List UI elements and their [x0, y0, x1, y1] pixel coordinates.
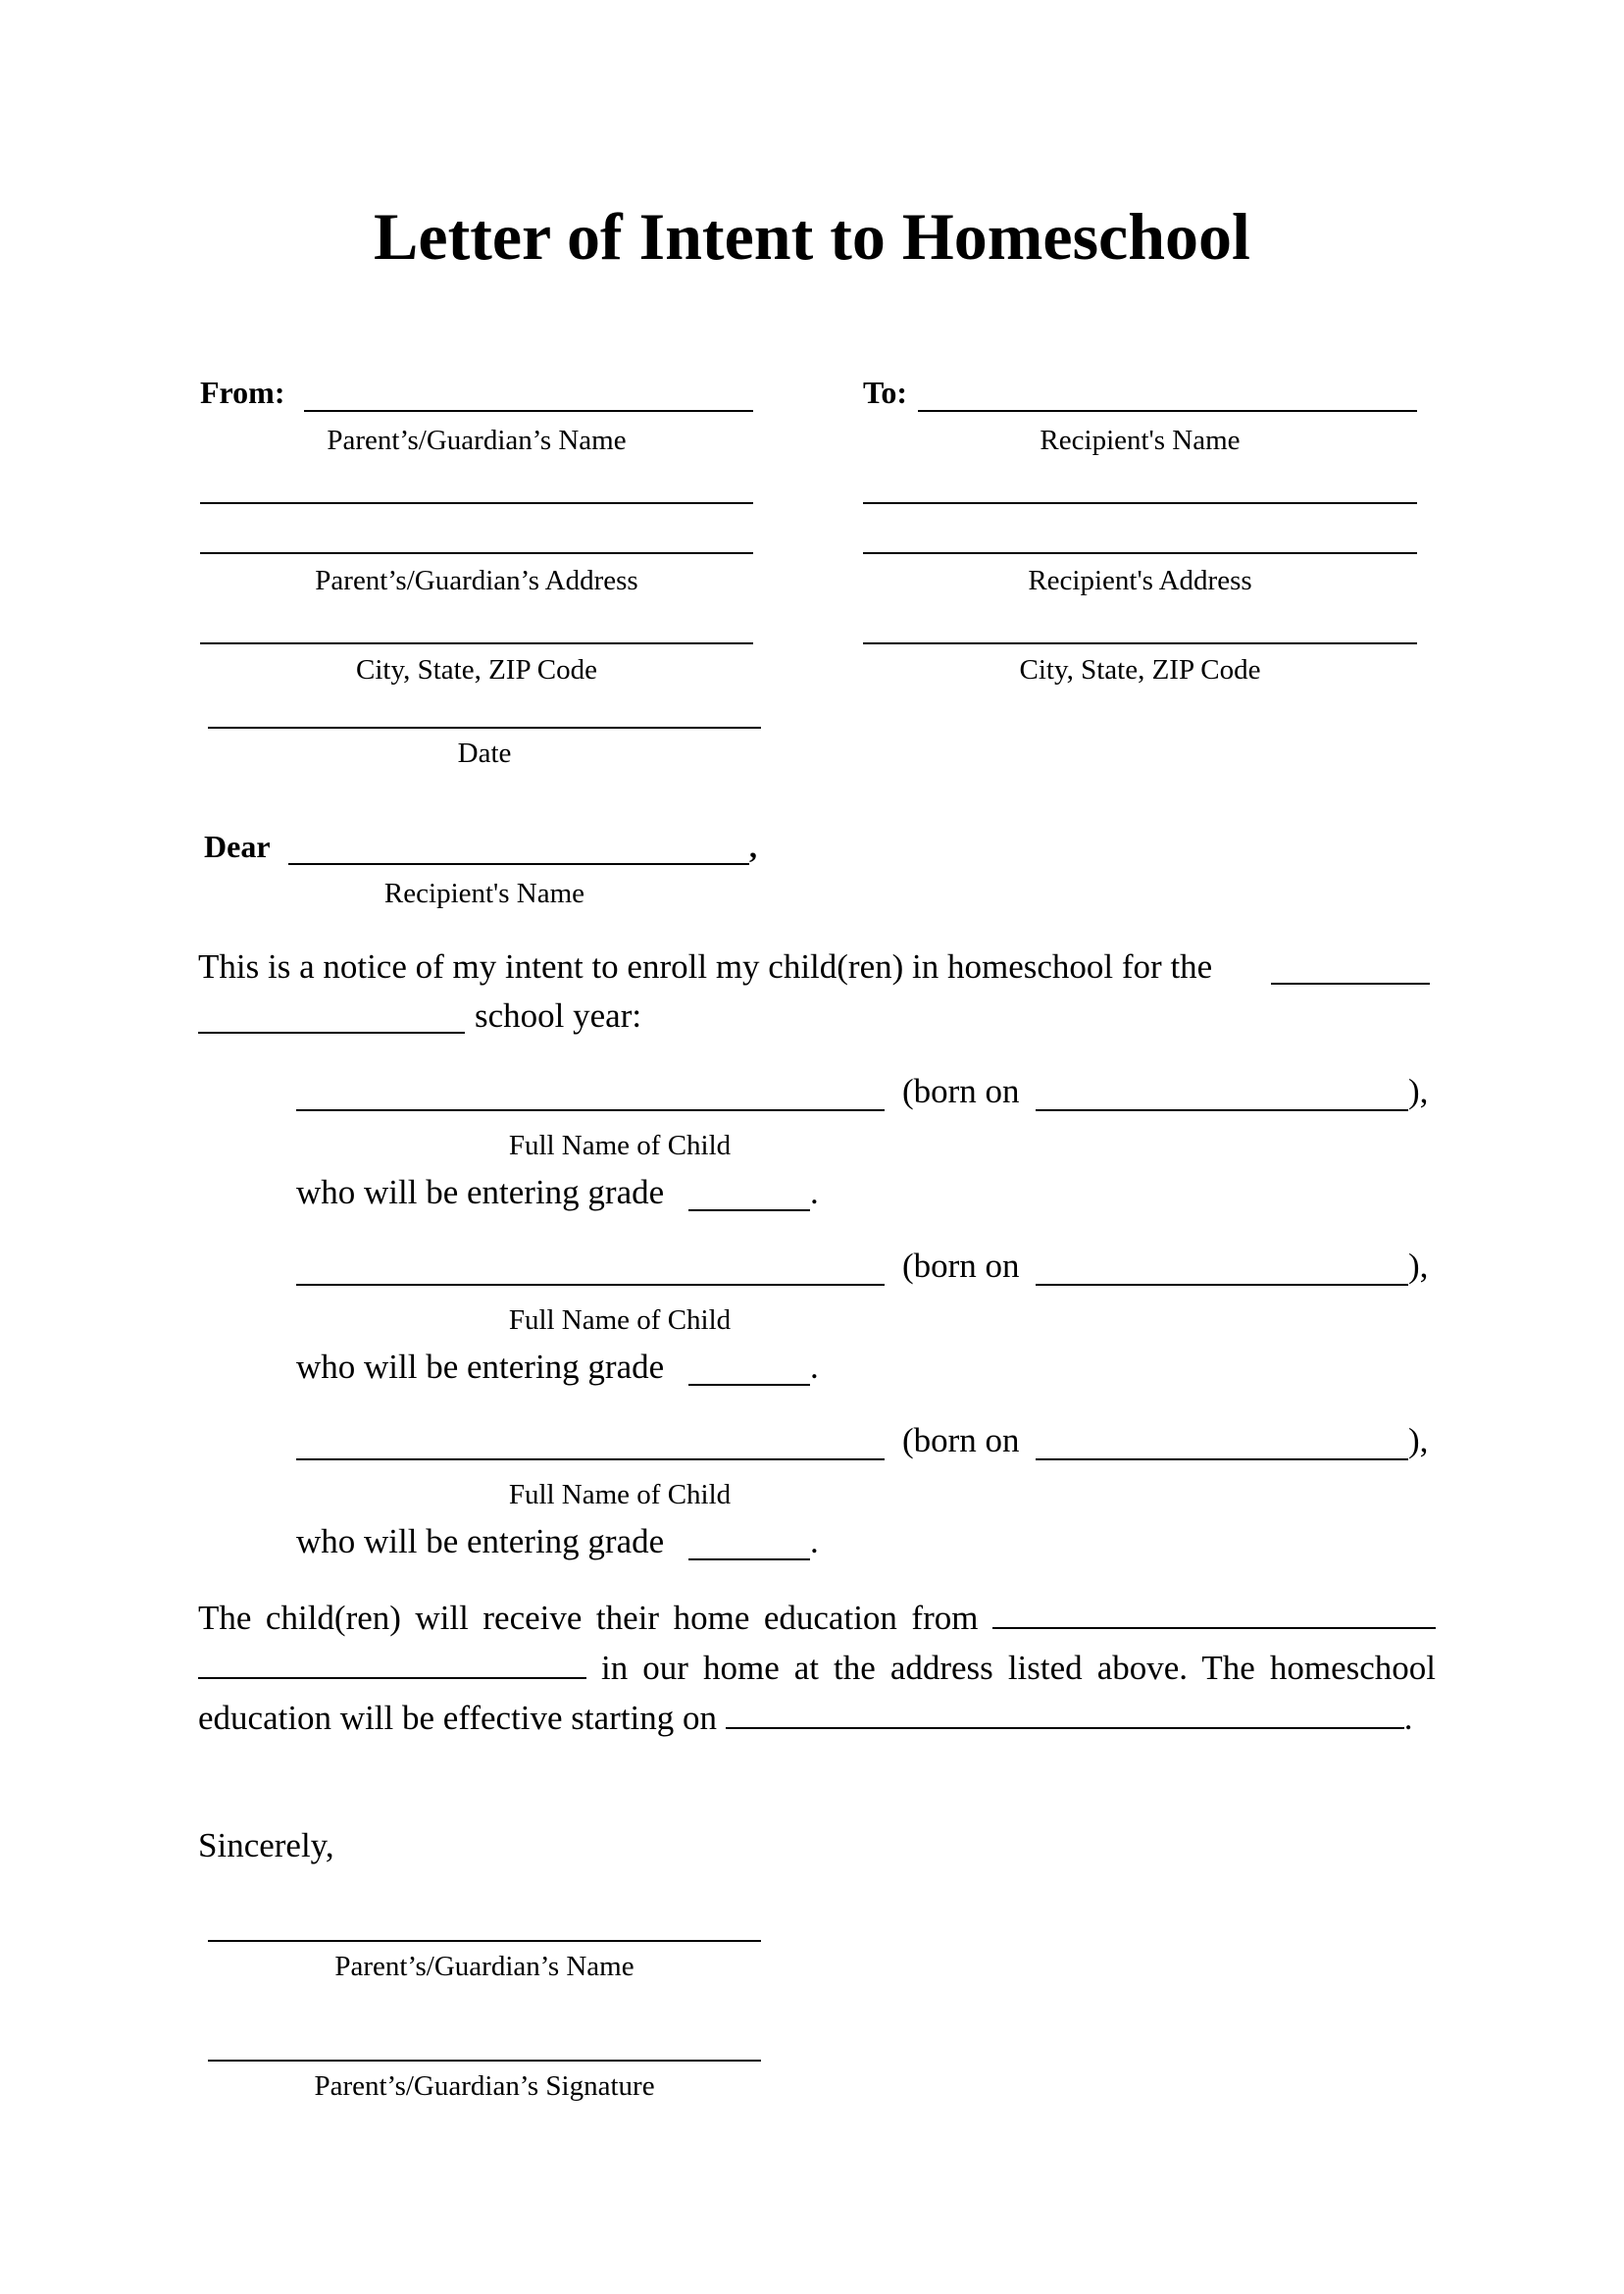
education-text-1: The child(ren) will receive their home education from: [198, 1599, 979, 1637]
child-2-grade-field[interactable]: [688, 1384, 810, 1386]
dear-comma: ,: [749, 829, 757, 864]
child-3-born-label: (born on: [902, 1421, 1020, 1459]
page-title: Letter of Intent to Homeschool: [374, 199, 1250, 274]
notice-suffix: school year:: [475, 996, 642, 1035]
from-label: From:: [200, 375, 285, 410]
start-date-field[interactable]: [726, 1700, 1404, 1729]
from-city-caption: City, State, ZIP Code: [356, 654, 597, 686]
notice-text: This is a notice of my intent to enroll my child(ren) in homeschool for the: [198, 947, 1213, 986]
school-year-field-part1[interactable]: [1271, 983, 1430, 985]
education-paragraph: [198, 1593, 1436, 1743]
education-text-2: in our home at the address listed above. The homeschool education will be effective starting on: [198, 1649, 1436, 1737]
child-3-caption: Full Name of Child: [508, 1479, 732, 1510]
to-city-caption: City, State, ZIP Code: [1019, 654, 1261, 686]
child-3-period: .: [810, 1522, 819, 1560]
to-city-field[interactable]: [863, 642, 1417, 644]
educator-name-field-cont[interactable]: [198, 1650, 586, 1679]
child-2-caption: Full Name of Child: [508, 1304, 732, 1336]
closing-name-field[interactable]: [208, 1940, 761, 1942]
child-3-birthdate-field[interactable]: [1036, 1458, 1408, 1460]
closing-text: Sincerely,: [198, 1826, 334, 1864]
date-caption: Date: [457, 738, 512, 769]
child-2-birthdate-field[interactable]: [1036, 1284, 1408, 1286]
child-2-born-label: (born on: [902, 1247, 1020, 1285]
child-3-grade-text: who will be entering grade: [296, 1522, 665, 1560]
child-1-born-label: (born on: [902, 1072, 1020, 1110]
child-3-close: ),: [1408, 1421, 1429, 1459]
child-2-period: .: [810, 1348, 819, 1386]
child-1-grade-field[interactable]: [688, 1209, 810, 1211]
to-name-caption: Recipient's Name: [1040, 425, 1241, 456]
dear-caption: Recipient's Name: [383, 878, 585, 909]
from-address-caption: Parent’s/Guardian’s Address: [315, 565, 638, 596]
from-name-field[interactable]: [304, 410, 753, 412]
child-1-birthdate-field[interactable]: [1036, 1109, 1408, 1111]
signature-caption: Parent’s/Guardian’s Signature: [314, 2070, 655, 2102]
date-field[interactable]: [208, 727, 761, 729]
child-2-grade-text: who will be entering grade: [296, 1348, 665, 1386]
from-city-field[interactable]: [200, 642, 753, 644]
child-2-name-field[interactable]: [296, 1284, 885, 1286]
to-name-field[interactable]: [918, 410, 1417, 412]
from-name-caption: Parent’s/Guardian’s Name: [327, 425, 627, 456]
child-1-close: ),: [1408, 1072, 1429, 1110]
child-1-caption: Full Name of Child: [508, 1130, 732, 1161]
dear-recipient-field[interactable]: [288, 863, 749, 865]
child-1-name-field[interactable]: [296, 1109, 885, 1111]
from-address-line1-field[interactable]: [200, 502, 753, 504]
to-address-line2-field[interactable]: [863, 552, 1417, 554]
child-1-period: .: [810, 1173, 819, 1211]
closing-name-caption: Parent’s/Guardian’s Name: [334, 1951, 634, 1982]
educator-name-field[interactable]: [992, 1600, 1436, 1629]
dear-label: Dear: [204, 829, 271, 864]
from-address-line2-field[interactable]: [200, 552, 753, 554]
to-address-caption: Recipient's Address: [1028, 565, 1252, 596]
child-3-grade-field[interactable]: [688, 1558, 810, 1560]
child-2-close: ),: [1408, 1247, 1429, 1285]
education-period: .: [1403, 1699, 1413, 1737]
child-3-name-field[interactable]: [296, 1458, 885, 1460]
child-1-grade-text: who will be entering grade: [296, 1173, 665, 1211]
school-year-field-part2[interactable]: [198, 1032, 465, 1034]
to-label: To:: [863, 375, 908, 410]
to-address-line1-field[interactable]: [863, 502, 1417, 504]
signature-field[interactable]: [208, 2060, 761, 2062]
